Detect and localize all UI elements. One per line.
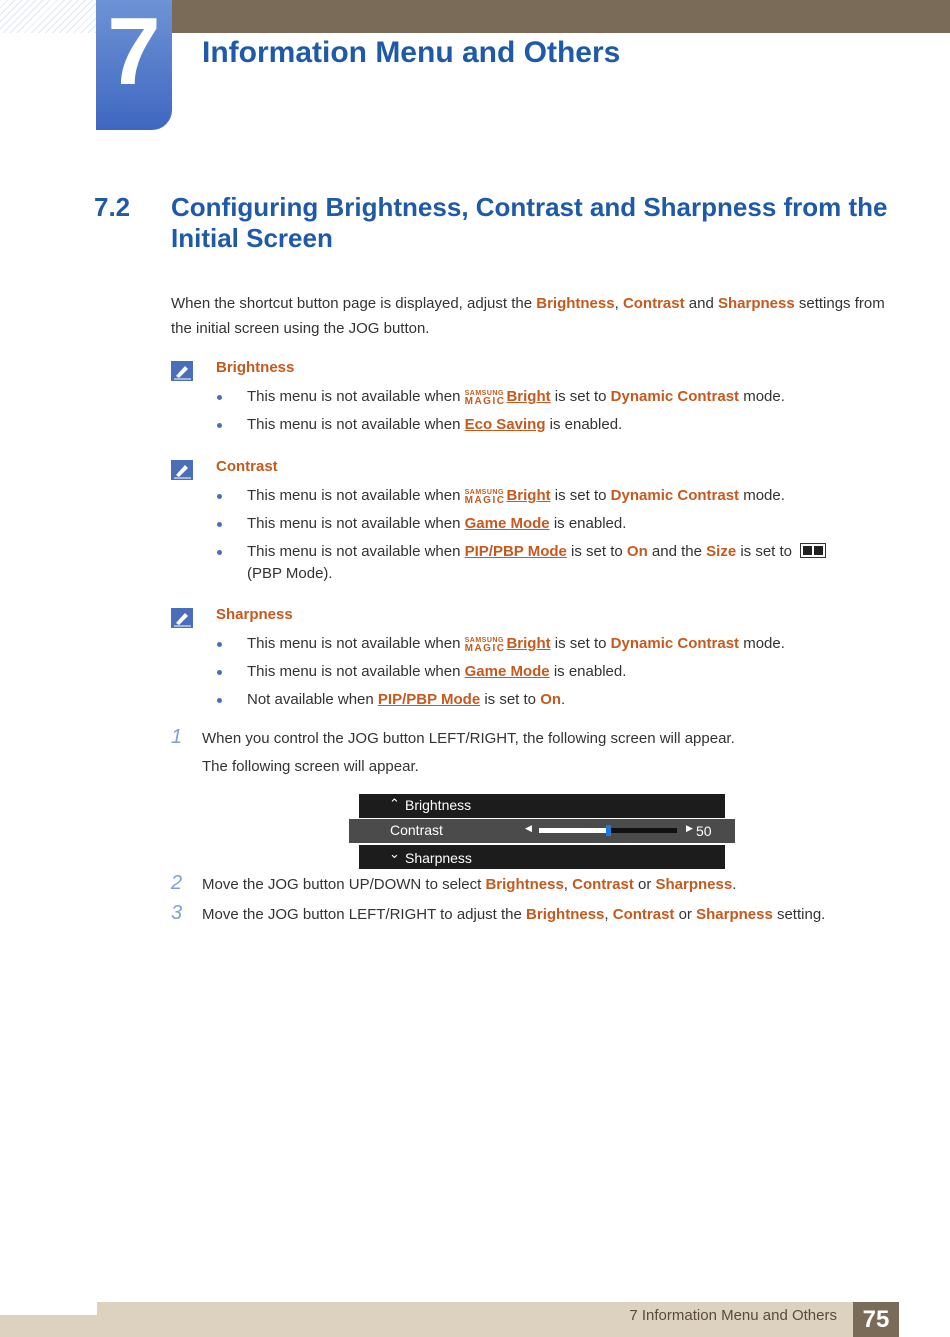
pip-pbp-mode-link[interactable]: PIP/PBP Mode	[377, 691, 481, 708]
bullet-dot	[217, 698, 222, 703]
list-item: This menu is not available when SAMSUNG MAGIC Bright is set to Dynamic Contrast mode.	[247, 388, 785, 407]
list-item: This menu is not available when Eco Saving is enabled.	[247, 416, 623, 433]
bullet-dot	[217, 670, 222, 675]
section-number: 7.2	[94, 192, 131, 222]
list-item: Not available when PIP/PBP Mode is set to On.	[247, 691, 566, 708]
note-pencil-icon	[171, 608, 193, 628]
game-mode-link[interactable]: Game Mode	[464, 663, 550, 680]
footer-chapter-label: 7 Information Menu and Others	[629, 1307, 837, 1324]
list-item: This menu is not available when SAMSUNG MAGIC Bright is set to Dynamic Contrast mode.	[247, 635, 785, 654]
osd-label: Contrast	[390, 822, 443, 838]
pip-pbp-mode-link[interactable]: PIP/PBP Mode	[464, 543, 567, 560]
chapter-number: 7	[107, 0, 161, 105]
bullet-dot	[217, 494, 222, 499]
section-title: Configuring Brightness, Contrast and Sharpness from the Initial Screen	[171, 192, 888, 253]
magic-bright-link[interactable]: Bright	[506, 388, 551, 405]
list-item: This menu is not available when Game Mode is enabled.	[247, 515, 627, 532]
page-number-box	[853, 1302, 899, 1337]
osd-label: Brightness	[405, 797, 472, 813]
list-item: This menu is not available when Game Mode is enabled.	[247, 663, 627, 680]
note-heading-brightness: Brightness	[216, 359, 295, 376]
samsung-magic-logo: SAMSUNG MAGIC	[464, 637, 506, 654]
game-mode-link[interactable]: Game Mode	[464, 515, 550, 532]
chevron-down-icon: ⌄	[389, 846, 400, 861]
arrow-right-icon[interactable]: ▶	[686, 823, 693, 833]
step-number: 1	[171, 726, 183, 748]
bullet-dot	[217, 522, 222, 527]
page-number: 75	[862, 1306, 890, 1333]
step-text: Move the JOG button LEFT/RIGHT to adjust the Brightness, Contrast or Sharpness setting.	[202, 906, 826, 923]
magic-bright-link[interactable]: Bright	[506, 487, 551, 504]
osd-slider[interactable]	[539, 828, 677, 833]
pbp-size-icon	[800, 543, 826, 558]
osd-label: Sharpness	[405, 850, 472, 866]
bullet-dot	[217, 423, 222, 428]
samsung-magic-logo: SAMSUNG MAGIC	[464, 390, 506, 407]
chapter-badge	[96, 0, 172, 130]
note-heading-contrast: Contrast	[216, 458, 278, 475]
step-subtext: The following screen will appear.	[202, 758, 419, 775]
step-text: When you control the JOG button LEFT/RIGHT, the following screen will appear.	[202, 730, 735, 747]
osd-row-contrast[interactable]	[349, 819, 735, 843]
chapter-title: Information Menu and Others	[202, 36, 621, 69]
osd-value: 50	[696, 823, 712, 839]
step-number: 3	[171, 902, 183, 924]
list-item-continuation: (PBP Mode).	[247, 565, 333, 582]
note-heading-sharpness: Sharpness	[216, 606, 293, 623]
bullet-dot	[217, 395, 222, 400]
bullet-dot	[217, 642, 222, 647]
osd-row-sharpness[interactable]	[359, 845, 725, 869]
osd-row-brightness[interactable]	[359, 794, 725, 818]
chevron-up-icon: ⌃	[389, 796, 400, 811]
arrow-left-icon[interactable]: ◀	[525, 823, 532, 833]
eco-saving-link[interactable]: Eco Saving	[464, 416, 546, 433]
step-number: 2	[171, 872, 183, 894]
magic-bright-link[interactable]: Bright	[506, 635, 551, 652]
samsung-magic-logo: SAMSUNG MAGIC	[464, 489, 506, 506]
intro-paragraph: When the shortcut button page is displayed, adjust the Brightness, Contrast and Sharpness settings from the initial screen using the JOG button.	[171, 295, 885, 337]
bullet-dot	[217, 550, 222, 555]
list-item: This menu is not available when SAMSUNG MAGIC Bright is set to Dynamic Contrast mode.	[247, 487, 785, 506]
footer-bar-left	[0, 1315, 97, 1337]
header-bar	[172, 0, 950, 33]
header-hatch	[0, 0, 96, 33]
slider-knob[interactable]	[606, 825, 611, 836]
note-pencil-icon	[171, 361, 193, 381]
list-item: This menu is not available when PIP/PBP Mode is set to On and the Size is set to	[247, 543, 826, 560]
slider-fill	[539, 828, 608, 833]
step-text: Move the JOG button UP/DOWN to select Brightness, Contrast or Sharpness.	[202, 876, 737, 893]
note-pencil-icon	[171, 460, 193, 480]
